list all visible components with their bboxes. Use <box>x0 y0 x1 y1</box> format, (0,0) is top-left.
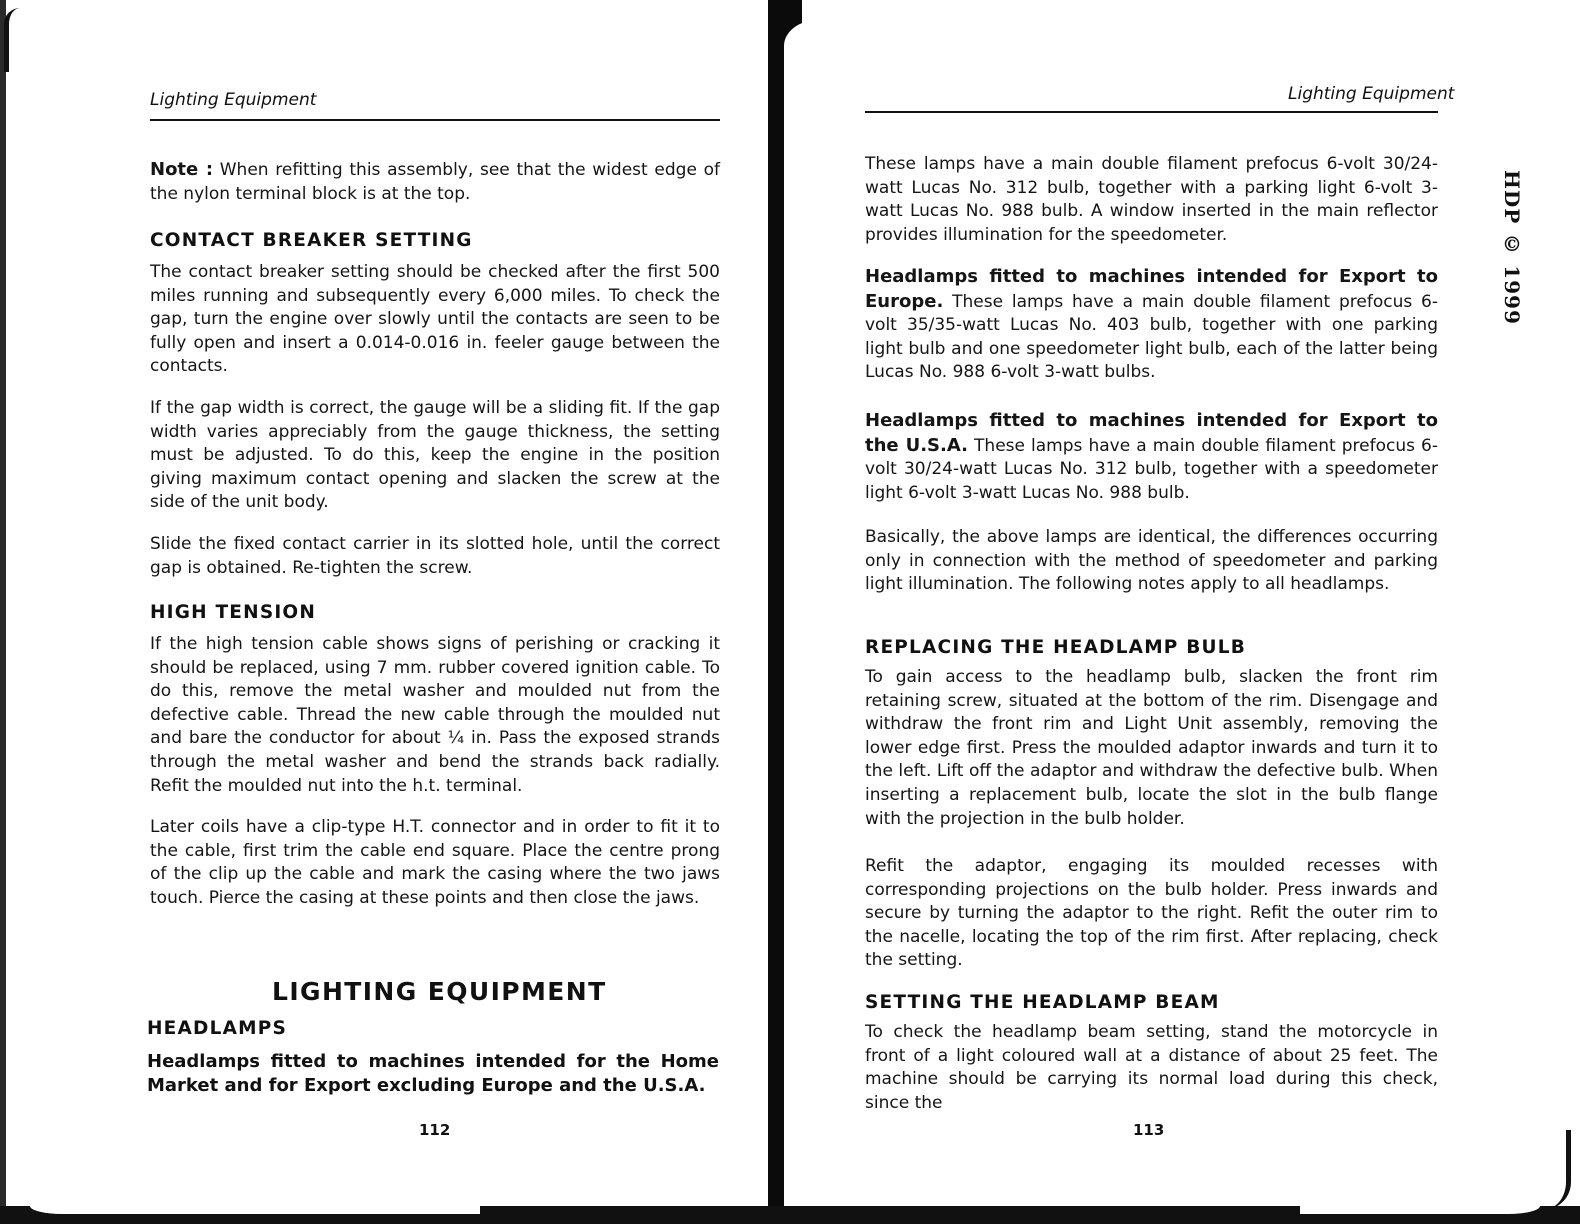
running-head-right: Lighting Equipment <box>1288 84 1455 104</box>
high-tension-p1: If the high tension cable shows signs of perishing or cracking it should be replaced, using 7 mm. rubber covered ignition cable. To do this, remove the metal washer and moulded nut from the defective cable. Thread the new cable through the moulded nut and bare the conductor for about ¼ in. Pass the exposed strands through the metal washer and bend the strands back radially. Refit the moulded nut into the h.t. terminal. <box>150 634 720 796</box>
header-rule-left <box>150 119 720 121</box>
high-tension-heading: HIGH TENSION <box>150 602 317 623</box>
home-market-heading: Headlamps fitted to machines intended for the Home Market and for Export excluding Europe and the U.S.A. <box>147 1051 719 1096</box>
note-paragraph <box>150 158 720 206</box>
setting-beam-p1: To check the headlamp beam setting, stand the motorcycle in front of a light coloured wall at a distance of about 25 feet. The machine should be carrying its normal load during this check, since the <box>865 1022 1438 1113</box>
lighting-equipment-title: LIGHTING EQUIPMENT <box>272 977 607 1006</box>
gutter-page-curve <box>784 20 844 1220</box>
note-label: Note : <box>150 159 214 180</box>
home-market-paragraph: These lamps have a main double filament prefocus 6-volt 30/24-watt Lucas No. 312 bulb, together with a parking light 6-volt 3-watt Lucas No. 988 bulb. A window inserted in the main reflector provides illumination for the speedometer. <box>865 154 1438 245</box>
page-number-right: 113 <box>1133 1121 1165 1139</box>
usa-lead: Headlamps fitted to machines intended for Export to the U.S.A. <box>865 410 1438 456</box>
high-tension-p2: Later coils have a clip-type H.T. connector and in order to fit it to the cable, first trim the cable end square. Place the centre prong of the clip up the cable and mark the casing where the two jaws touch. Pierce the casing at these points and then close the jaws. <box>150 817 720 908</box>
headlamps-heading: HEADLAMPS <box>147 1018 287 1039</box>
basically-paragraph: Basically, the above lamps are identical, the differences occurring only in connection with the method of speedometer and parking light illumination. The following notes apply to all headlamps. <box>865 527 1438 595</box>
setting-beam-heading: SETTING THE HEADLAMP BEAM <box>865 992 1220 1013</box>
usa-text: These lamps have a main double filament prefocus 6-volt 30/24-watt Lucas No. 312 bulb, together with a speedometer light 6-volt 3-watt Lucas No. 988 bulb. <box>865 435 1438 503</box>
left-scan-mark <box>4 8 27 72</box>
page-number-left: 112 <box>419 1121 451 1139</box>
bottom-page-curve-left <box>30 1206 480 1214</box>
usa-paragraph <box>865 409 1438 505</box>
replacing-bulb-heading: REPLACING THE HEADLAMP BULB <box>865 637 1247 658</box>
note-text: When refitting this assembly, see that the widest edge of the nylon terminal block is at the top. <box>150 160 721 204</box>
header-rule-right <box>865 111 1438 113</box>
copyright-stamp: HDP © 1999 <box>1500 170 1524 325</box>
contact-breaker-heading: CONTACT BREAKER SETTING <box>150 230 473 251</box>
running-head-left: Lighting Equipment <box>150 90 317 110</box>
bottom-page-curve-right <box>1300 1206 1540 1214</box>
replacing-bulb-p2: Refit the adaptor, engaging its moulded recesses with corresponding projections on the bulb holder. Press inwards and secure by turning the adaptor to the right. Refit the outer rim to the nacelle, locating the top of the rim first. After replacing, check the setting. <box>865 856 1438 971</box>
europe-lead: Headlamps fitted to machines intended for Export to Europe. <box>865 266 1438 312</box>
contact-breaker-p3: Slide the fixed contact carrier in its slotted hole, until the correct gap is obtained. Re-tighten the screw. <box>150 534 720 578</box>
left-scan-edge <box>0 0 6 1224</box>
contact-breaker-p2: If the gap width is correct, the gauge will be a sliding fit. If the gap width varies appreciably from the gauge thickness, the setting must be adjusted. To do this, keep the engine in the position giving maximum contact opening and slacken the screw at the side of the unit body. <box>150 398 720 513</box>
europe-text: These lamps have a main double filament prefocus 6-volt 35/35-watt Lucas No. 403 bulb, together with one parking light bulb and one speedometer light bulb, each of the latter being Lucas No. 988 6-volt 3-watt bulbs. <box>865 291 1439 383</box>
right-scan-mark <box>1538 1130 1571 1210</box>
replacing-bulb-p1: To gain access to the headlamp bulb, slacken the front rim retaining screw, situated at the bottom of the rim. Disengage and withdraw the front rim and Light Unit assembly, removing the lower edge first. Press the moulded adaptor inwards and turn it to the left. Lift off the adaptor and withdraw the defective bulb. When inserting a replacement bulb, locate the slot in the bulb flange with the projection in the bulb holder. <box>865 667 1438 829</box>
europe-paragraph <box>865 265 1438 385</box>
contact-breaker-p1: The contact breaker setting should be checked after the first 500 miles running and subsequently every 6,000 miles. To check the gap, turn the engine over slowly until the contacts are seen to be fully open and insert a 0.014-0.016 in. feeler gauge between the contacts. <box>150 262 720 377</box>
